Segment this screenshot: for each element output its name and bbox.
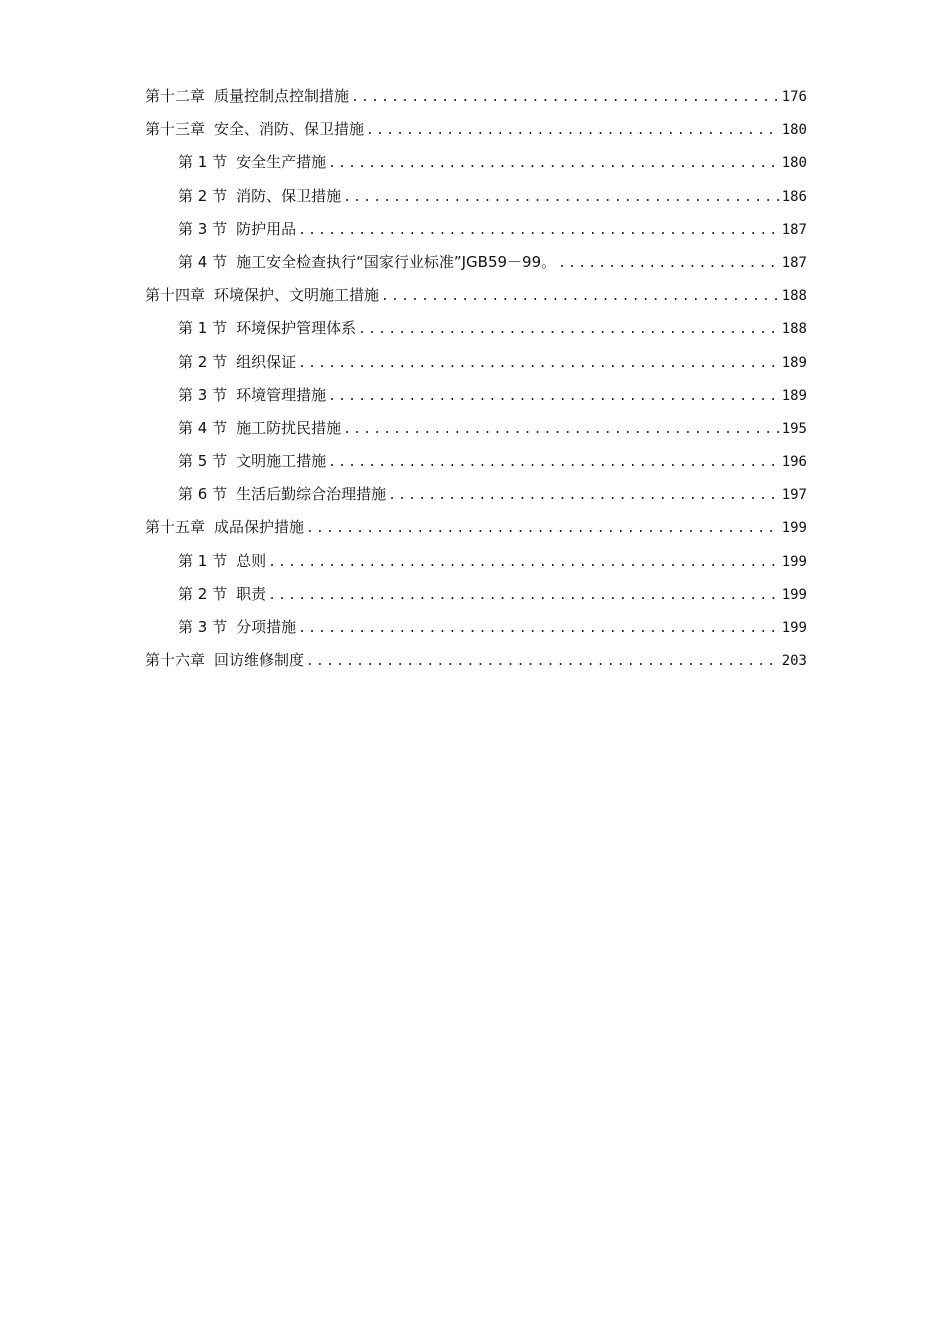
toc-entry-label [178, 445, 326, 478]
toc-entry-number: 第十六章 [145, 651, 206, 670]
toc-entry[interactable] [145, 279, 807, 312]
toc-page-number: 187 [781, 221, 807, 238]
toc-dot-leader [366, 114, 780, 147]
toc-dot-leader [268, 579, 780, 612]
toc-page-number: 199 [781, 520, 807, 537]
toc-entry-title: 分项措施 [236, 618, 297, 636]
toc-page-number: 176 [781, 89, 807, 105]
toc-entry[interactable] [145, 346, 807, 379]
toc-dot-leader [268, 546, 780, 579]
toc-page-number: 188 [781, 288, 807, 305]
toc-dot-leader [298, 612, 780, 645]
toc-entry[interactable] [145, 511, 807, 544]
toc-entry[interactable] [145, 412, 807, 445]
toc-entry-number: 第 1 节 [178, 153, 228, 172]
toc-entry[interactable] [145, 611, 807, 644]
toc-entry-title: 回访维修制度 [214, 651, 305, 670]
toc-dot-leader [358, 313, 780, 346]
toc-dot-leader [388, 479, 780, 512]
toc-entry-number: 第 2 节 [178, 186, 228, 205]
toc-entry-title: 安全生产措施 [236, 153, 327, 172]
toc-entry-title: 施工安全检查执行“国家行业标准”JGB59－99。 [236, 252, 557, 271]
toc-page-number: 180 [781, 155, 807, 172]
toc-entry-label [178, 545, 266, 578]
toc-entry-label [145, 644, 304, 677]
toc-entry-label [145, 511, 304, 544]
toc-page-number: 197 [781, 487, 807, 504]
toc-entry-number: 第 4 节 [178, 418, 228, 437]
toc-entry-number: 第十三章 [145, 120, 206, 139]
toc-dot-leader [328, 380, 780, 413]
toc-entry-label [178, 146, 326, 179]
toc-entry[interactable] [145, 180, 807, 213]
toc-entry-label [178, 478, 386, 511]
toc-entry-number: 第 1 节 [178, 319, 228, 338]
toc-entry-number: 第 1 节 [178, 551, 228, 570]
toc-entry-title: 环境管理措施 [236, 385, 327, 404]
toc-entry-number: 第十二章 [145, 87, 206, 105]
toc-entry[interactable] [145, 545, 807, 578]
toc-page-number: 196 [781, 454, 807, 471]
toc-entry-title: 安全、消防、保卫措施 [214, 120, 365, 139]
toc-entry-label [178, 246, 556, 279]
toc-entry[interactable] [145, 379, 807, 412]
toc-entry[interactable] [145, 80, 807, 113]
toc-entry-number: 第 3 节 [178, 219, 228, 238]
toc-page-number: 195 [781, 420, 807, 437]
toc-entry-number: 第 6 节 [178, 485, 228, 504]
toc-page-number: 186 [781, 188, 807, 205]
toc-dot-leader [558, 247, 780, 280]
toc-entry-title: 环境保护、文明施工措施 [214, 286, 380, 305]
toc-page-number: 203 [781, 653, 807, 670]
toc-entry[interactable] [145, 146, 807, 179]
toc-dot-leader [298, 214, 780, 247]
toc-entry[interactable] [145, 113, 807, 146]
toc-entry-title: 文明施工措施 [236, 452, 327, 471]
toc-entry-label [178, 412, 341, 445]
toc-dot-leader [328, 147, 780, 180]
toc-entry-title: 成品保护措施 [214, 518, 305, 537]
toc-entry-label [178, 312, 356, 345]
toc-dot-leader [381, 280, 780, 313]
toc-entry-title: 职责 [236, 584, 267, 603]
toc-entry[interactable] [145, 478, 807, 511]
toc-entry-title: 施工防扰民措施 [236, 418, 342, 437]
toc-entry-number: 第 5 节 [178, 452, 228, 471]
toc-page-number: 199 [781, 553, 807, 570]
toc-entry-number: 第 3 节 [178, 618, 228, 636]
toc-entry-number: 第十五章 [145, 518, 206, 537]
toc-entry-label [145, 80, 349, 113]
toc-entry-label [145, 113, 364, 146]
toc-entry-label [178, 346, 296, 379]
toc-dot-leader [343, 181, 780, 214]
toc-entry-number: 第十四章 [145, 286, 206, 305]
toc-entry-label [178, 611, 296, 644]
toc-entry-title: 组织保证 [236, 352, 297, 371]
toc-entry-number: 第 3 节 [178, 385, 228, 404]
toc-dot-leader [343, 413, 780, 446]
toc-entry-title: 消防、保卫措施 [236, 186, 342, 205]
toc-entry-title: 质量控制点控制措施 [214, 87, 350, 105]
toc-dot-leader [306, 512, 780, 545]
toc-entry-label [178, 213, 296, 246]
toc-entry-number: 第 2 节 [178, 352, 228, 371]
toc-page-number: 189 [781, 387, 807, 404]
toc-dot-leader [328, 446, 780, 479]
toc-page-number: 188 [781, 321, 807, 338]
toc-entry-title: 总则 [236, 551, 267, 570]
toc-dot-leader [306, 645, 780, 678]
toc-entry[interactable] [145, 578, 807, 611]
toc-dot-leader [351, 81, 780, 114]
toc-entry-label [178, 578, 266, 611]
toc-entry-number: 第 2 节 [178, 584, 228, 603]
toc-entry-label [145, 279, 379, 312]
toc-entry[interactable] [145, 644, 807, 677]
toc-entry-title: 生活后勤综合治理措施 [236, 485, 387, 504]
toc-entry-number: 第 4 节 [178, 252, 228, 271]
toc-entry-label [178, 379, 326, 412]
toc-dot-leader [298, 347, 780, 380]
toc-entry-title: 环境保护管理体系 [236, 319, 357, 338]
toc-page-number: 199 [781, 620, 807, 636]
toc-entry-title: 防护用品 [236, 219, 297, 238]
table-of-contents [145, 80, 807, 677]
toc-page-number: 189 [781, 354, 807, 371]
toc-page-number: 199 [781, 586, 807, 603]
toc-entry-label [178, 180, 341, 213]
toc-entry[interactable] [145, 246, 807, 279]
toc-entry[interactable] [145, 312, 807, 345]
toc-page-number: 187 [781, 254, 807, 271]
toc-entry[interactable] [145, 213, 807, 246]
toc-entry[interactable] [145, 445, 807, 478]
toc-page-number: 180 [781, 122, 807, 139]
